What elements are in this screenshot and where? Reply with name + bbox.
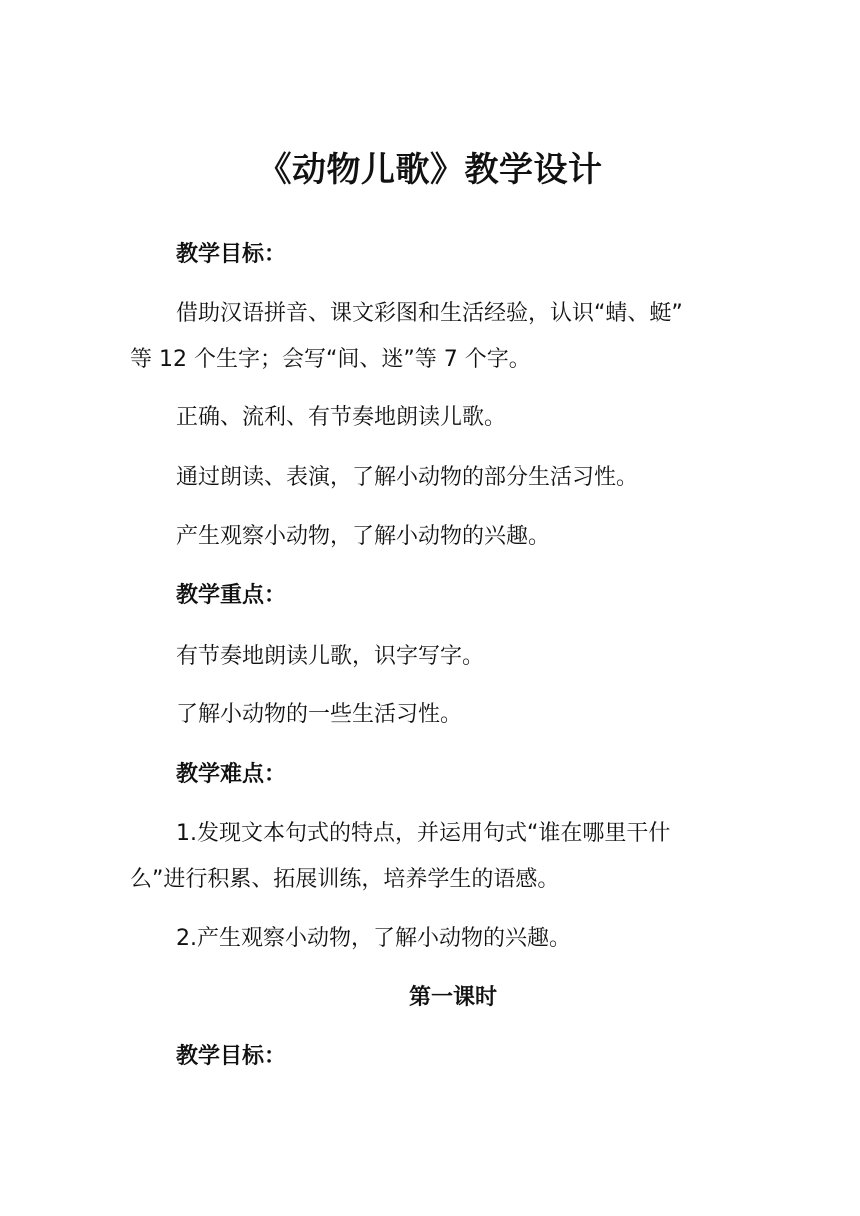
- paragraph-line: 借助汉语拼音、课文彩图和生活经验，认识“蜻、蜓”: [176, 301, 683, 326]
- paragraph-line: 通过朗读、表演，了解小动物的部分生活习性。: [176, 465, 639, 490]
- paragraph-line: 等 12 个生字；会写“间、迷”等 7 个字。: [130, 347, 531, 372]
- paragraph-line: 正确、流利、有节奏地朗读儿歌。: [176, 405, 507, 430]
- paragraph-line: 产生观察小动物，了解小动物的兴趣。: [176, 524, 551, 549]
- section-heading-lesson-objectives: 教学目标：: [176, 1044, 287, 1069]
- paragraph-line: 了解小动物的一些生活习性。: [176, 702, 463, 727]
- section-heading-difficulties: 教学难点：: [176, 762, 287, 787]
- lesson-heading: 第一课时: [408, 985, 497, 1010]
- paragraph-line: 有节奏地朗读儿歌，识字写字。: [176, 644, 485, 669]
- document-title: 《动物儿歌》教学设计: [257, 150, 603, 190]
- paragraph-line: 2.产生观察小动物，了解小动物的兴趣。: [176, 926, 571, 951]
- section-heading-objectives: 教学目标：: [176, 242, 287, 267]
- paragraph-line: 1.发现文本句式的特点，并运用句式“谁在哪里干什: [176, 821, 671, 846]
- paragraph-line: 么”进行积累、拓展训练，培养学生的语感。: [130, 867, 560, 892]
- section-heading-key-points: 教学重点：: [176, 583, 287, 608]
